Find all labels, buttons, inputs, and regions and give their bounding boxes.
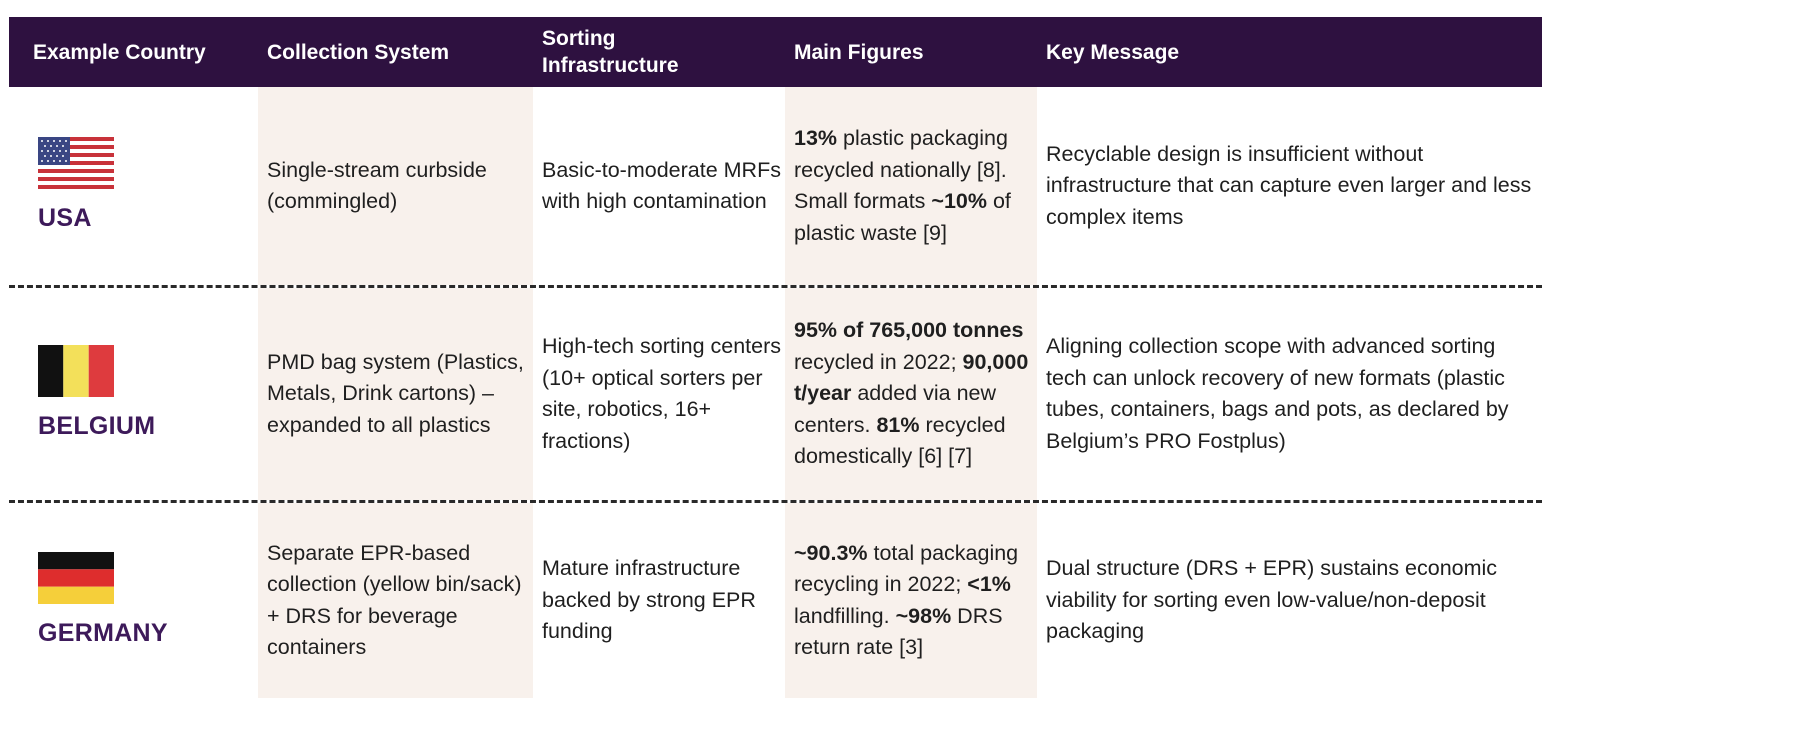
message-cell: [1037, 503, 1542, 698]
collection-cell: [258, 503, 533, 698]
figures-cell: [785, 87, 1037, 285]
belgium-flag-icon: [38, 345, 114, 397]
sorting-text: Mature infrastructure backed by strong EPR funding: [542, 556, 756, 644]
message-cell: [1037, 87, 1542, 285]
header-figures: Main Figures: [794, 40, 924, 64]
header-collection: Collection System: [267, 40, 450, 64]
figure-highlight: ~10%: [931, 189, 987, 213]
collection-text: Separate EPR-based collection (yellow bin/sack) + DRS for beverage containers: [267, 540, 522, 659]
figures-text: [794, 538, 1031, 664]
comparison-table: [9, 17, 1542, 698]
figure-text: recycled domestically [6] [7]: [794, 412, 1006, 469]
germany-flag-icon: [38, 552, 114, 604]
figures-cell: [785, 288, 1037, 500]
header-country: Example Country: [33, 40, 206, 64]
sorting-text: Basic-to-moderate MRFs with high contamination: [542, 157, 781, 213]
figure-highlight: ~98%: [895, 603, 952, 628]
message-text: Recyclable design is insufficient without infrastructure that can capture even larger and less complex items: [1046, 141, 1532, 229]
sorting-cell: [533, 503, 785, 698]
figures-cell: [785, 503, 1037, 698]
figure-highlight: 90,000 t/year: [794, 349, 1029, 406]
figure-text: plastic packaging recycled nationally [8]. Small formats: [794, 126, 1008, 213]
message-text: Dual structure (DRS + EPR) sustains economic viability for sorting even low-value/non-deposit packaging: [1046, 556, 1498, 644]
figure-text: added via new centers.: [794, 381, 997, 437]
us-flag-icon: [38, 137, 114, 189]
message-cell: [1037, 288, 1542, 500]
figure-highlight: 81%: [876, 412, 920, 437]
figure-text: of plastic waste [9]: [794, 189, 1011, 245]
message-text: Aligning collection scope with advanced sorting tech can unlock recovery of new formats (plastic tubes, containers, bags and pots, as declared by Belgium’s PRO Fostplus): [1046, 334, 1509, 453]
collection-text: PMD bag system (Plastics, Metals, Drink cartons) – expanded to all plastics: [267, 349, 524, 437]
table-row-germany: [9, 503, 1542, 698]
figure-highlight: 95% of 765,000 tonnes: [794, 318, 1024, 343]
figure-text: DRS return rate [3]: [794, 603, 1003, 659]
header-sorting: Sorting Infrastructure: [542, 27, 679, 77]
figure-text: total packaging recycling in 2022;: [794, 540, 1019, 596]
figure-highlight: <1%: [967, 572, 1011, 596]
sorting-text: High-tech sorting centers (10+ optical sorters per site, robotics, 16+ fractions): [542, 334, 781, 453]
header-message: Key Message: [1046, 40, 1180, 64]
figure-text: recycled in 2022;: [794, 349, 963, 374]
collection-cell: [258, 87, 533, 285]
country-name: USA: [38, 204, 92, 233]
figures-text: [794, 315, 1031, 473]
country-cell: [9, 288, 258, 500]
figure-highlight: 13%: [794, 126, 838, 150]
table-body: [9, 87, 1542, 698]
figure-text: landfilling.: [794, 603, 896, 628]
country-cell: [9, 503, 258, 698]
country-name: BELGIUM: [38, 412, 156, 441]
sorting-cell: [533, 87, 785, 285]
collection-text: Single-stream curbside (commingled): [267, 157, 487, 213]
collection-cell: [258, 288, 533, 500]
table-row-belgium: [9, 288, 1542, 503]
country-cell: [9, 87, 258, 285]
table-header: [9, 17, 1542, 87]
table-row-usa: [9, 87, 1542, 288]
country-name: GERMANY: [38, 618, 168, 647]
sorting-cell: [533, 288, 785, 500]
figure-highlight: ~90.3%: [794, 540, 868, 565]
figures-text: [794, 123, 1031, 249]
